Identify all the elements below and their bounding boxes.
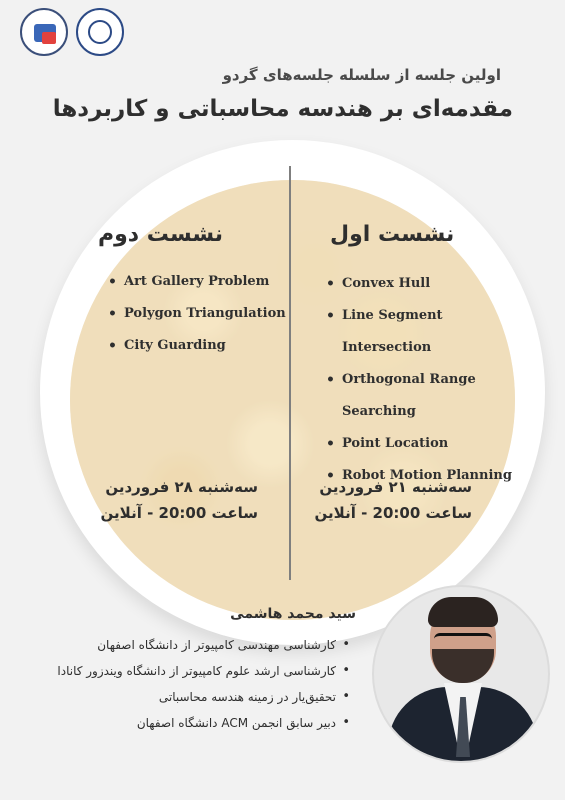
session-first-title: نشست اول <box>330 222 455 247</box>
bio-item: • دبیر سابق انجمن ACM دانشگاه اصفهان <box>50 710 350 736</box>
event-subtitle: اولین جلسه از سلسله جلسه‌های گردو <box>222 66 501 84</box>
session-second-date: سه‌شنبه ۲۸ فروردین <box>105 478 258 496</box>
speaker-photo <box>372 585 550 763</box>
logo-shape-red <box>42 32 56 44</box>
topic-item: • City Guarding <box>108 330 293 362</box>
event-title: مقدمه‌ای بر هندسه محاسباتی و کاربردها <box>52 96 513 122</box>
topic-item: • Point Location <box>326 428 536 460</box>
speaker-glasses <box>434 633 492 652</box>
session-second-title: نشست دوم <box>98 222 224 247</box>
session-second-time: ساعت 20:00 - آنلاین <box>100 504 258 522</box>
speaker-beard <box>432 649 494 683</box>
speaker-hair <box>428 597 498 627</box>
session-second-topics <box>108 266 293 362</box>
speaker-name: سید محمد هاشمی <box>230 606 356 622</box>
speaker-bio <box>50 632 350 736</box>
session-first-topics <box>326 268 536 492</box>
bio-item: • تحقیق‌یار در زمینه هندسه محاسباتی <box>50 684 350 710</box>
logo-emblem <box>88 20 112 44</box>
session-first-schedule <box>312 474 472 526</box>
topic-item: • Art Gallery Problem <box>108 266 293 298</box>
topic-item: • Convex Hull <box>326 268 536 300</box>
session-first-date: سه‌شنبه ۲۱ فروردین <box>319 478 472 496</box>
topic-item: • Polygon Triangulation <box>108 298 293 330</box>
university-logo-left <box>20 8 68 56</box>
university-logo-right <box>76 8 124 56</box>
session-divider <box>289 166 291 580</box>
session-second-schedule <box>98 474 258 526</box>
topic-item: • Line Segment Intersection <box>326 300 536 364</box>
bio-item: • کارشناسی ارشد علوم کامپیوتر از دانشگاه ویندزور کانادا <box>50 658 350 684</box>
session-first-time: ساعت 20:00 - آنلاین <box>314 504 472 522</box>
bio-item: • کارشناسی مهندسی کامپیوتر از دانشگاه اصفهان <box>50 632 350 658</box>
topic-item: • Robot Motion Planning <box>326 460 536 492</box>
topic-item: • Orthogonal Range Searching <box>326 364 536 428</box>
